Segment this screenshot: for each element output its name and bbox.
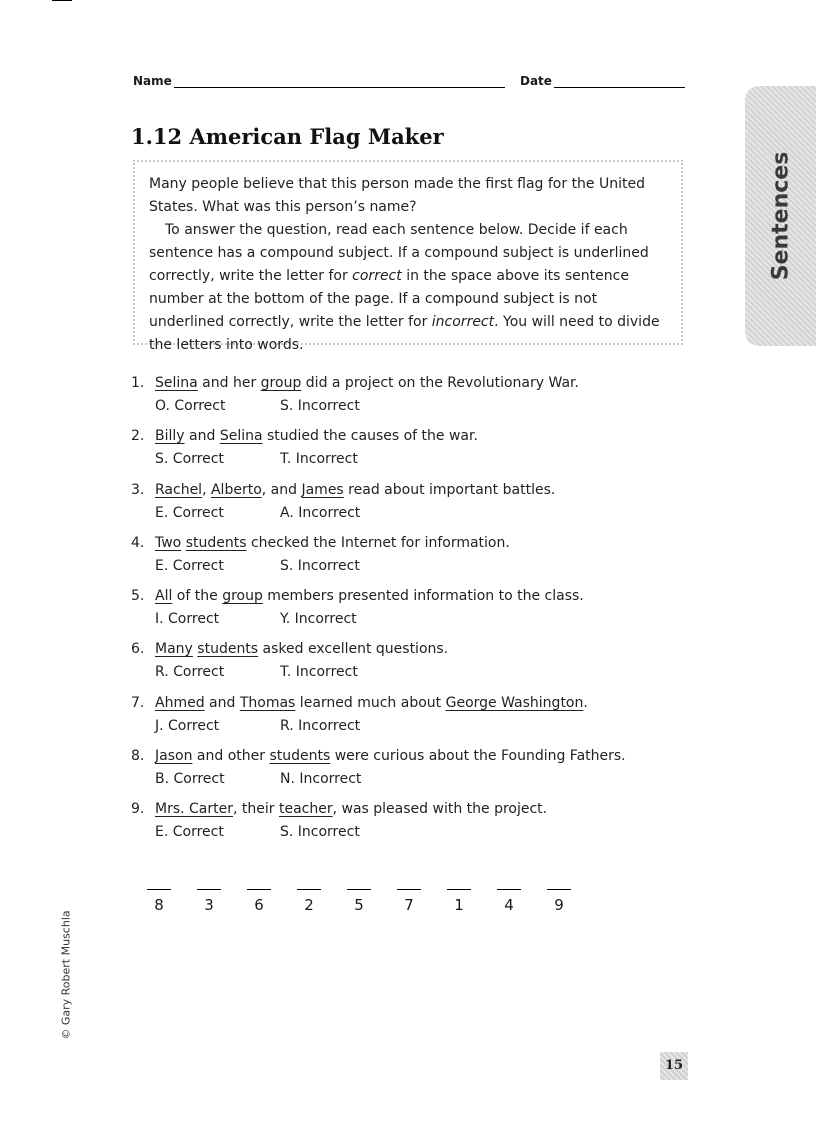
question-item	[131, 801, 691, 854]
date-label: Date	[520, 74, 552, 88]
answer-slot	[397, 875, 421, 914]
sentence-text: .	[583, 694, 588, 711]
date-field[interactable]	[554, 87, 685, 88]
underlined-word: Jason	[155, 748, 193, 765]
sentence-text: members presented information to the class.	[262, 588, 584, 605]
answer-number: 5	[354, 896, 364, 914]
answer-blank[interactable]	[197, 875, 221, 890]
correct-option: E. Correct	[155, 824, 224, 841]
question-item	[131, 482, 691, 535]
question-sentence	[155, 641, 448, 657]
page-title: 1.12 American Flag Maker	[131, 124, 444, 149]
page-number: 15	[660, 1052, 688, 1080]
incorrect-option: S. Incorrect	[280, 557, 360, 574]
answer-slot	[447, 875, 471, 914]
answer-number: 9	[554, 896, 564, 914]
question-sentence	[155, 482, 555, 498]
answer-blanks	[147, 875, 587, 915]
answer-blank[interactable]	[247, 875, 271, 890]
incorrect-option: Y. Incorrect	[280, 611, 357, 628]
answer-number: 8	[154, 896, 164, 914]
name-date-row	[133, 74, 685, 90]
underlined-word: Selina	[219, 428, 263, 445]
answer-slot	[147, 875, 171, 914]
incorrect-option: N. Incorrect	[280, 771, 362, 788]
question-item	[131, 695, 691, 748]
question-number: 5.	[131, 588, 145, 605]
sentence-text: were curious about the Founding Fathers.	[330, 748, 626, 765]
question-sentence	[155, 428, 478, 444]
answer-blank[interactable]	[397, 875, 421, 890]
sentence-text: and	[184, 428, 220, 445]
answer-number: 7	[404, 896, 414, 914]
question-number: 2.	[131, 428, 145, 445]
underlined-word: group	[222, 588, 263, 605]
underlined-word: group	[260, 375, 302, 391]
answer-blank[interactable]	[347, 875, 371, 890]
instructions-text	[149, 173, 671, 357]
section-tab-label: Sentences	[768, 151, 794, 281]
question-item	[131, 588, 691, 641]
sentence-text: , was pleased with the project.	[332, 801, 548, 818]
answer-number: 1	[454, 896, 464, 914]
question-item	[131, 535, 691, 588]
answer-slot	[547, 875, 571, 914]
answer-blank[interactable]	[297, 875, 321, 890]
sentence-text: checked the Internet for information.	[246, 534, 510, 551]
sentence-text: and	[204, 694, 240, 711]
question-number: 7.	[131, 694, 145, 711]
correct-option: B. Correct	[155, 771, 225, 788]
corner-crop-mark	[52, 0, 72, 1]
sentence-text: of the	[172, 588, 223, 605]
underlined-word: Ahmed	[155, 694, 205, 711]
incorrect-option: T. Incorrect	[280, 451, 358, 468]
answer-blank[interactable]	[447, 875, 471, 890]
correct-option: E. Correct	[155, 504, 224, 521]
underlined-word: Billy	[155, 428, 185, 445]
question-item	[131, 641, 691, 694]
underlined-word: teacher	[278, 801, 333, 818]
answer-slot	[347, 875, 371, 914]
underlined-word: students	[269, 748, 331, 765]
underlined-word: Mrs. Carter	[155, 801, 233, 818]
answer-slot	[297, 875, 321, 914]
name-field[interactable]	[174, 87, 505, 88]
sentence-text: learned much about	[295, 694, 446, 711]
question-number: 1.	[131, 375, 145, 391]
underlined-word: Many	[155, 641, 193, 658]
underlined-word: Selina	[155, 375, 198, 391]
answer-slot	[497, 875, 521, 914]
answer-number: 2	[304, 896, 314, 914]
sentence-text: studied the causes of the war.	[262, 428, 478, 445]
sentence-text: and other	[192, 748, 270, 765]
answer-slot	[197, 875, 221, 914]
sentence-text: read about important battles.	[343, 481, 556, 498]
question-sentence	[155, 375, 579, 391]
correct-option: I. Correct	[155, 611, 220, 628]
correct-option: R. Correct	[155, 664, 225, 681]
name-label: Name	[133, 74, 172, 88]
question-item	[131, 428, 691, 481]
correct-option: O. Correct	[155, 398, 226, 414]
question-number: 4.	[131, 534, 145, 551]
underlined-word: James	[301, 481, 344, 498]
answer-number: 4	[504, 896, 514, 914]
sentence-text: ,	[202, 481, 211, 498]
instructions-question: Many people believe that this person made the first flag for the United States. What was this person’s name?	[149, 176, 645, 215]
underlined-word: Thomas	[239, 694, 296, 711]
sentence-text: , and	[261, 481, 302, 498]
underlined-word: Two	[155, 534, 182, 551]
instructions-directions: To answer the question, read each sentence below. Decide if each sentence has a compound subject. If a compound subject is underlined correctly, write the letter for correct in the space above its sentence number at the bottom of the page. If a compound subject is not underlined correctly, write the letter for incorrect. You will need to divide the letters into words.	[149, 222, 660, 353]
underlined-word: All	[155, 588, 173, 605]
answer-blank[interactable]	[147, 875, 171, 890]
question-number: 3.	[131, 481, 145, 498]
copyright: © Gary Robert Muschla	[59, 910, 73, 1040]
correct-option: S. Correct	[155, 451, 224, 468]
question-list	[131, 375, 691, 855]
answer-number: 3	[204, 896, 214, 914]
underlined-word: Alberto	[210, 481, 262, 498]
incorrect-option: A. Incorrect	[280, 504, 361, 521]
answer-slot	[247, 875, 271, 914]
answer-number: 6	[254, 896, 264, 914]
sentence-text: , their	[233, 801, 279, 818]
sentence-text: asked excellent questions.	[258, 641, 449, 658]
answer-blank[interactable]	[547, 875, 571, 890]
question-sentence	[155, 695, 588, 711]
question-number: 8.	[131, 748, 145, 765]
incorrect-option: S. Incorrect	[280, 824, 360, 841]
correct-option: J. Correct	[155, 717, 220, 734]
underlined-word: students	[197, 641, 259, 658]
question-item	[131, 375, 691, 428]
incorrect-option: R. Incorrect	[280, 717, 361, 734]
correct-option: E. Correct	[155, 557, 224, 574]
question-sentence	[155, 801, 547, 817]
incorrect-option: S. Incorrect	[280, 398, 360, 414]
sentence-text: and her	[197, 375, 261, 391]
underlined-word: Rachel	[155, 481, 203, 498]
underlined-word: George Washington	[445, 694, 584, 711]
question-item	[131, 748, 691, 801]
question-number: 6.	[131, 641, 145, 658]
incorrect-option: T. Incorrect	[280, 664, 358, 681]
underlined-word: students	[185, 534, 247, 551]
question-sentence	[155, 535, 510, 551]
question-sentence	[155, 748, 626, 764]
question-sentence	[155, 588, 584, 604]
sentence-text: did a project on the Revolutionary War.	[301, 375, 579, 391]
question-number: 9.	[131, 801, 145, 818]
section-tab	[745, 86, 816, 346]
answer-blank[interactable]	[497, 875, 521, 890]
